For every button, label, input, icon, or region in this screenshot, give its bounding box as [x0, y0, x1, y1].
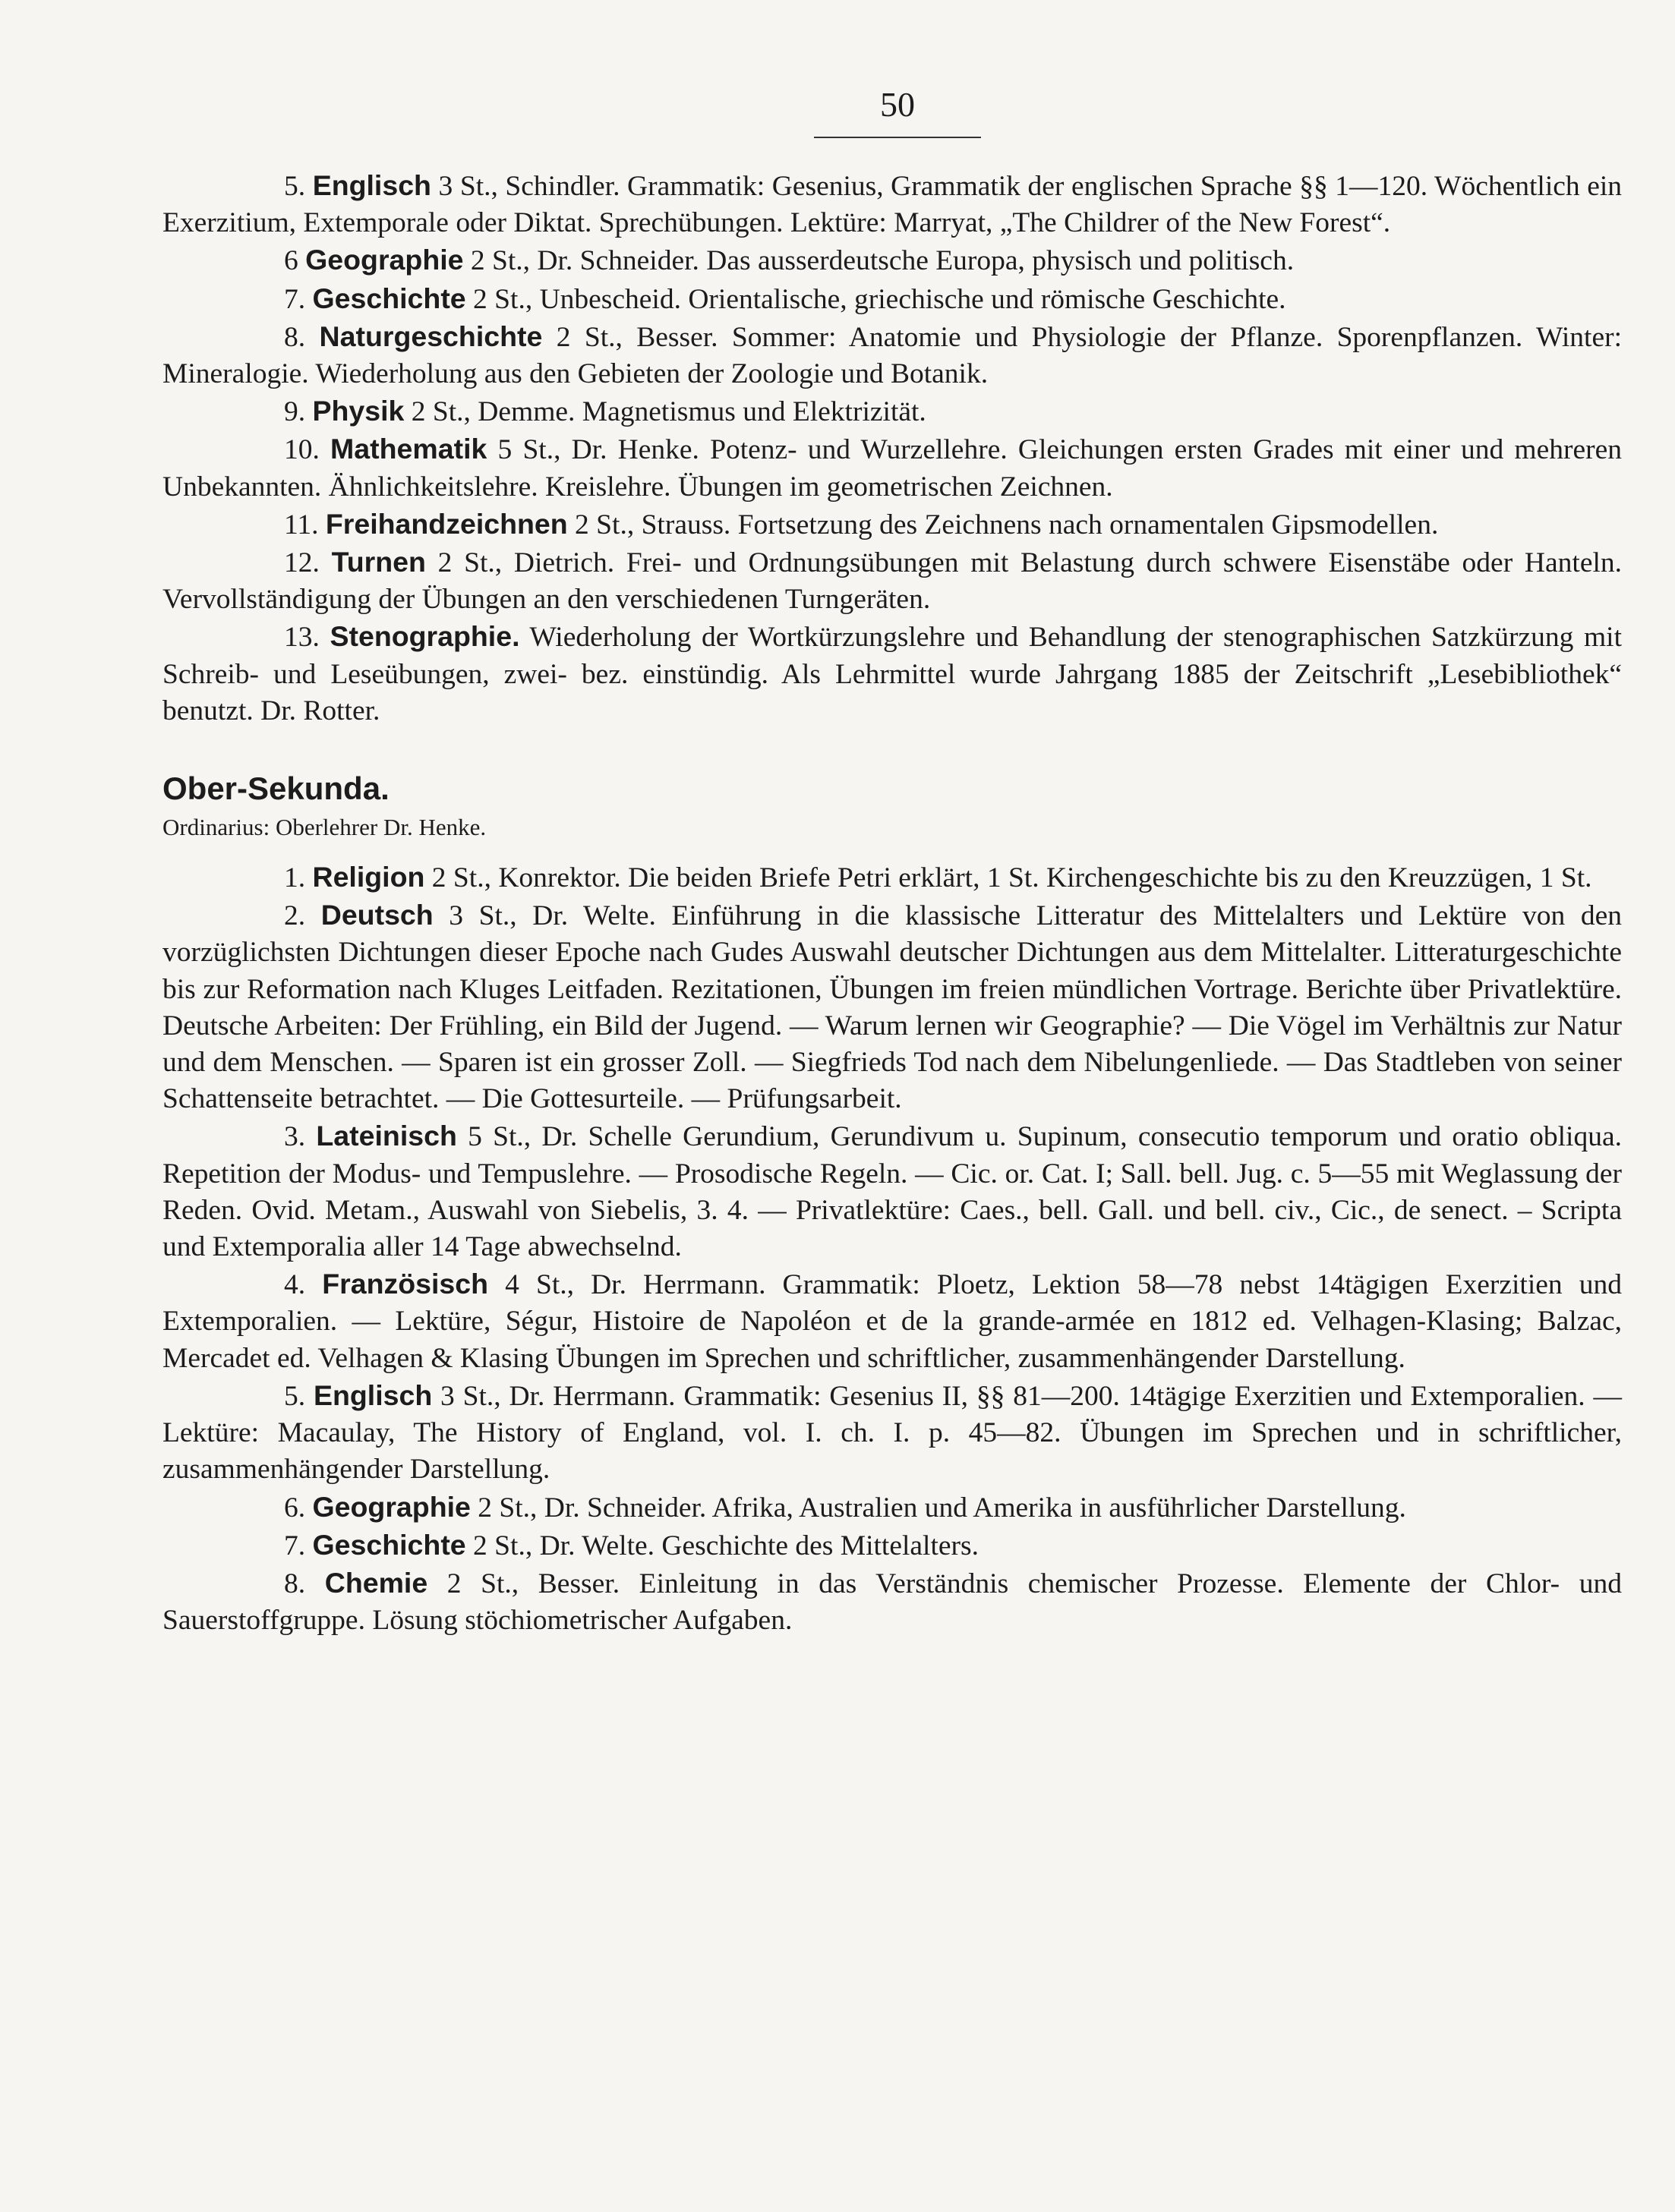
subject-description: 2 St., Dr. Schneider. Das ausserdeutsche Europa, physisch und politisch.: [463, 245, 1295, 277]
subject-name: Geschichte: [312, 1528, 466, 1561]
subject-paragraph: [162, 859, 1622, 896]
subject-number: 6.: [284, 1492, 313, 1524]
subject-paragraph: [162, 280, 1622, 318]
subject-name: Mathematik: [330, 433, 487, 465]
subject-name: Französisch: [322, 1268, 489, 1300]
subject-name: Turnen: [331, 546, 426, 578]
subject-description: 2 St., Konrektor. Die beiden Briefe Petri erklärt, 1 St. Kirchengeschichte bis zu den Kreuzzügen, 1 St.: [424, 862, 1592, 894]
subject-name: Geschichte: [312, 282, 466, 314]
subject-description: 2 St., Strauss. Fortsetzung des Zeichnens nach ornamentalen Gipsmodellen.: [567, 509, 1439, 540]
subject-paragraph: [162, 1117, 1622, 1265]
subject-name: Geographie: [305, 244, 464, 276]
subject-description: Wiederholung der Wortkürzungslehre und Behandlung der stenographischen Satzkürzung mit Schreib- und Leseübungen, zwei- bez. einstündig. Als Lehrmittel wurde Jahrgang 1885 der Zeitschrift „Lesebibliothek“ benutzt. Dr. Rotter.: [162, 622, 1622, 726]
subject-paragraph: [162, 392, 1622, 430]
subject-number: 2.: [284, 900, 321, 932]
subject-name: Englisch: [312, 169, 431, 201]
subject-description: 3 St., Schindler. Grammatik: Gesenius, Grammatik der englischen Sprache §§ 1—120. Wöchentlich ein Exerzitium, Extemporale oder Diktat. Sprechübungen. Lektüre: Marryat, „The Childrer of the New Forest“.: [162, 171, 1623, 239]
subject-name: Physik: [312, 395, 405, 427]
subject-paragraph: [162, 318, 1622, 392]
subject-number: 11.: [284, 509, 326, 540]
section-ober-sekunda: [162, 859, 1622, 1639]
subject-description: 2 St., Dietrich. Frei- und Ordnungsübungen mit Belastung durch schwere Eisenstäbe oder Hanteln. Vervollständigung der Übungen an den verschiedenen Turngeräten.: [162, 547, 1623, 616]
subject-description: 2 St., Dr. Welte. Geschichte des Mittelalters.: [465, 1530, 979, 1561]
subject-description: 2 St., Besser. Einleitung in das Verständnis chemischer Prozesse. Elemente der Chlor- und Sauerstoffgruppe. Lösung stöchiometrischer Aufgaben.: [162, 1568, 1622, 1637]
subject-number: 8.: [284, 321, 320, 353]
subject-number: 5.: [284, 171, 313, 202]
page-number-rule: [814, 137, 981, 138]
subject-paragraph: [162, 1377, 1622, 1489]
subject-number: 10.: [284, 434, 331, 466]
subject-paragraph: [162, 1265, 1622, 1377]
subject-number: 5.: [284, 1380, 314, 1412]
section-previous-class: [162, 167, 1622, 729]
subject-number: 7.: [284, 283, 313, 315]
subject-number: 8.: [284, 1568, 325, 1599]
subject-number: 13.: [284, 622, 330, 654]
subject-number: 12.: [284, 547, 332, 579]
subject-paragraph: [162, 1489, 1622, 1527]
subject-name: Geographie: [312, 1490, 471, 1523]
page-number: 50: [880, 85, 915, 124]
subject-paragraph: [162, 1527, 1622, 1564]
subject-number: 3.: [284, 1121, 317, 1153]
section-subheading: Ordinarius: Oberlehrer Dr. Henke.: [162, 814, 487, 841]
subject-paragraph: [162, 896, 1622, 1117]
subject-description: 2 St., Demme. Magnetismus und Elektrizität.: [404, 396, 926, 428]
subject-description: 2 St., Unbescheid. Orientalische, griechische und römische Geschichte.: [465, 283, 1286, 315]
subject-name: Naturgeschichte: [319, 320, 543, 352]
subject-number: 9.: [284, 396, 313, 428]
subject-number: 4.: [284, 1269, 323, 1301]
subject-name: Freihandzeichnen: [325, 507, 568, 540]
subject-name: Deutsch: [320, 899, 434, 931]
section-heading: Ober-Sekunda.: [162, 770, 390, 807]
subject-description: 3 St., Dr. Welte. Einführung in die klassische Litteratur des Mittelalters und Lektüre von den vorzüglichsten Dichtungen dieser Epoche nach Gudes Auswahl deutscher Dichtungen aus dem Mittelalter. Litteraturgeschichte bis zur Reformation nach Kluges Leitfaden. Rezitationen, Übungen im freien mündlichen Vortrage. Berichte über Privatlektüre. Deutsche Arbeiten: Der Frühling, ein Bild der Jugend. — Warum lernen wir Geographie? — Die Vögel im Verhältnis zur Natur und dem Menschen. — Sparen ist ein grosser Zoll. — Siegfrieds Tod nach dem Nibelungenliede. — Das Stadtleben von seiner Schattenseite betrachtet. — Die Gottesurteile. — Prüfungsarbeit.: [162, 900, 1623, 1115]
subject-description: 3 St., Dr. Herrmann. Grammatik: Gesenius II, §§ 81—200. 14tägige Exerzitien und Extemporalien. — Lektüre: Macaulay, The History of England, vol. I. ch. I. p. 45—82. Übungen im Sprechen und in schriftlicher, zusammenhängender Darstellung.: [162, 1380, 1623, 1486]
document-body: [162, 167, 1622, 1639]
subject-name: Englisch: [313, 1379, 433, 1411]
subject-description: 2 St., Besser. Sommer: Anatomie und Physiologie der Pflanze. Sporenpflanzen. Winter: Mineralogie. Wiederholung aus den Gebieten der Zoologie und Botanik.: [162, 321, 1623, 390]
subject-paragraph: [162, 167, 1622, 241]
subject-paragraph: [162, 1564, 1622, 1639]
subject-paragraph: [162, 544, 1622, 618]
subject-number: 1.: [284, 862, 313, 894]
subject-description: 2 St., Dr. Schneider. Afrika, Australien und Amerika in ausführlicher Darstellung.: [470, 1492, 1406, 1524]
subject-name: Religion: [312, 861, 425, 893]
subject-paragraph: [162, 241, 1622, 279]
subject-name: Stenographie.: [330, 620, 520, 653]
subject-name: Lateinisch: [316, 1120, 457, 1152]
subject-paragraph: [162, 506, 1622, 544]
subject-paragraph: [162, 618, 1622, 729]
subject-description: 4 St., Dr. Herrmann. Grammatik: Ploetz, Lektion 58—78 nebst 14tägigen Exerzitien und Extemporalien. — Lektüre, Ségur, Histoire de Napoléon et de la grande-armée en 1812 ed. Velhagen-Klasing; Balzac, Mercadet ed. Velhagen & Klasing Übungen im Sprechen und schriftlicher, zusammenhängender Darstellung.: [162, 1269, 1622, 1374]
subject-number: 6: [284, 245, 306, 277]
subject-description: 5 St., Dr. Henke. Potenz- und Wurzellehre. Gleichungen ersten Grades mit einer und mehreren Unbekannten. Ähnlichkeitslehre. Kreislehre. Übungen im geometrischen Zeichnen.: [162, 434, 1623, 503]
subject-name: Chemie: [324, 1566, 428, 1599]
subject-paragraph: [162, 430, 1622, 505]
subject-number: 7.: [284, 1530, 313, 1561]
subject-description: 5 St., Dr. Schelle Gerundium, Gerundivum u. Supinum, consecutio temporum und oratio obliqua. Repetition der Modus- und Tempuslehre. — Prosodische Regeln. — Cic. or. Cat. I; Sall. bell. Jug. c. 5—55 mit Weglassung der Reden. Ovid. Metam., Auswahl von Siebelis, 3. 4. — Privatlektüre: Caes., bell. Gall. und bell. civ., Cic., de senect. – Scripta und Extemporalia aller 14 Tage abwechselnd.: [162, 1121, 1622, 1263]
